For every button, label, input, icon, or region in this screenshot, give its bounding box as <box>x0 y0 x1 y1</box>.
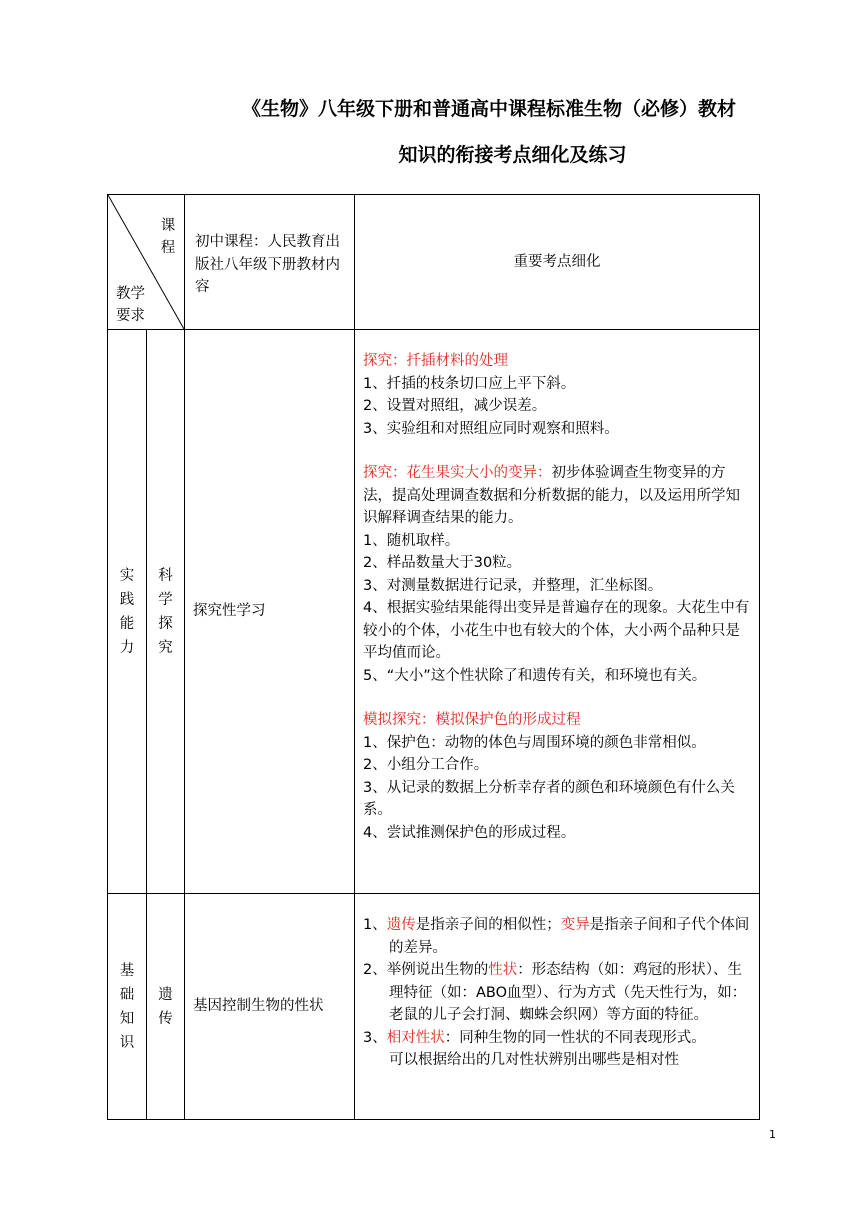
list-item: 2、举例说出生物的性状：形态结构（如：鸡冠的形状）、生理特征（如：ABO血型）、行为方式（先天性行为，如：老鼠的儿子会打洞、蜘蛛会织网）等方面的特征。 <box>363 962 747 1023</box>
list-item: 1、随机取样。 <box>363 532 460 549</box>
list-item: 4、尝试推测保护色的形成过程。 <box>363 824 576 841</box>
document-title-line2: 知识的衔接考点细化及练习 <box>398 144 627 166</box>
header-course-label: 课程 <box>160 218 176 256</box>
document-title-line1: 《生物》八年级下册和普通高中课程标准生物（必修）教材 <box>241 98 736 120</box>
header-right-cell: 重要考点细化 <box>355 195 760 330</box>
list-item: 2、设置对照组，减少误差。 <box>363 398 547 414</box>
header-middle-cell: 初中课程：人民教育出版社八年级下册教材内容 <box>185 195 355 330</box>
list-item: 1、扦插的枝条切口应上平下斜。 <box>363 375 576 392</box>
section-heading: 探究：花生果实大小的变异： <box>363 465 552 481</box>
table-header-row <box>108 195 760 330</box>
header-diagonal-cell <box>108 195 185 330</box>
key-points-cell <box>355 894 760 1120</box>
list-item: 5、“大小”这个性状除了和遗传有关，和环境也有关。 <box>363 667 707 684</box>
list-item: 4、根据实验结果能得出变异是普遍存在的现象。大花生中有较小的个体，小花生中也有较大的个体，大小两个品种只是平均值而论。 <box>363 600 750 661</box>
list-item-continuation: 可以根据给出的几对性状辨别出哪些是相对性 <box>389 1052 679 1068</box>
table-row <box>108 894 760 1120</box>
list-item: 3、从记录的数据上分析幸存者的颜色和环境颜色有什么关系。 <box>363 779 735 818</box>
section-heading: 探究：扦插材料的处理 <box>363 353 508 369</box>
key-points-cell <box>355 330 760 894</box>
list-item: 1、保护色：动物的体色与周围环境的颜色非常相似。 <box>363 734 706 751</box>
list-item: 3、相对性状：同种生物的同一性状的不同表现形式。 <box>363 1029 706 1046</box>
category-cell: 基础知识 <box>108 894 147 1120</box>
subcategory-cell: 科学探究 <box>147 330 185 894</box>
knowledge-table <box>107 194 760 1120</box>
list-item: 3、实验组和对照组应同时观察和照料。 <box>363 420 619 437</box>
list-item: 3、对测量数据进行记录，并整理，汇坐标图。 <box>363 577 663 594</box>
content-cell: 基因控制生物的性状 <box>185 894 355 1120</box>
subcategory-cell: 遗传 <box>147 894 185 1120</box>
header-requirement-label: 教学要求 <box>116 286 145 324</box>
page-number: 1 <box>769 1128 776 1141</box>
section-description: 初步体验调查生物变异的方法，提高处理调查数据和分析数据的能力，以及运用所学知识解释调查结果的能力。 <box>363 465 740 526</box>
list-item: 2、小组分工合作。 <box>363 757 489 773</box>
table-row <box>108 330 760 894</box>
category-cell: 实践能力 <box>108 330 147 894</box>
section-paragraph <box>363 462 751 530</box>
list-item: 2、样品数量大于30粒。 <box>363 555 522 571</box>
content-cell: 探究性学习 <box>185 330 355 894</box>
section-heading: 模拟探究：模拟保护色的形成过程 <box>363 712 581 728</box>
list-item: 1、遗传是指亲子间的相似性；变异是指亲子间和子代个体间的差异。 <box>363 917 750 956</box>
